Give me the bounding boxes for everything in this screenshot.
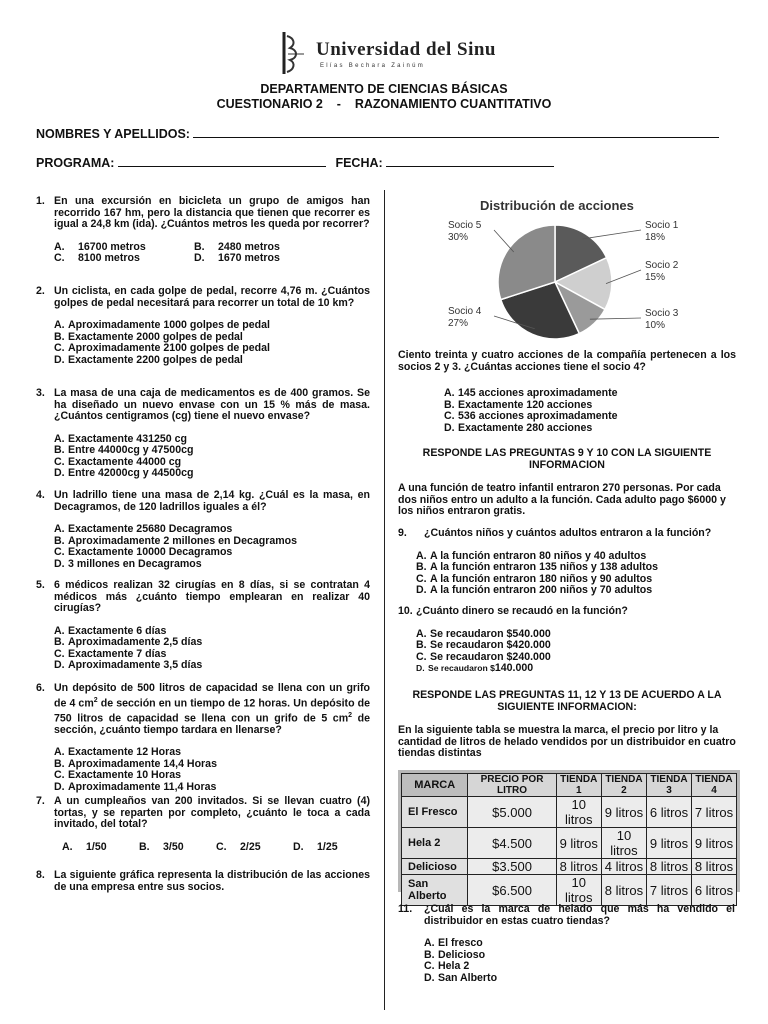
option-text: Se recaudaron $420.000 (430, 639, 551, 651)
option-letter: C. (54, 769, 65, 782)
question-10: 10. ¿Cuánto dinero se recaudó en la función? A. Se recaudaron $540.000 B. Se recaudaron $420.000 C. Se recaudaron $240.000 D. Se recaudaron $ 140.000 (398, 606, 735, 675)
option-text: Exactamente 7 días (68, 647, 167, 660)
q11-option-c[interactable] (424, 961, 735, 973)
q3-option-b[interactable] (54, 445, 370, 457)
option-letter: C. (54, 455, 65, 468)
q8_cont-option-d[interactable] (444, 423, 734, 435)
q6-option-c[interactable] (54, 770, 370, 782)
option-letter: A. (62, 840, 73, 853)
pie-leader-line (494, 230, 514, 252)
program-label: PROGRAMA: (36, 156, 115, 170)
question-8-options (444, 388, 734, 434)
option-text: Exactamente 6 días (68, 624, 167, 637)
block-9-10-heading: RESPONDE LAS PREGUNTAS 9 Y 10 CON LA SIGUIENTE INFORMACION (422, 447, 712, 471)
option-letter: C. (54, 647, 65, 660)
q9-option-b[interactable] (416, 562, 735, 574)
q7-option-d[interactable] (293, 842, 370, 854)
option-text: A la función entraron 80 niños y 40 adultos (430, 549, 647, 562)
pie-value-label: 15% (645, 272, 666, 283)
option-letter: C. (54, 342, 65, 354)
table-body (402, 797, 737, 906)
table-cell: 4 litros (601, 859, 646, 875)
table-row (402, 875, 737, 906)
q4-option-d[interactable] (54, 559, 370, 571)
q2-option-c[interactable] (54, 343, 370, 355)
university-name: Universidad del Sinu (316, 39, 496, 60)
q8_cont-option-a[interactable] (444, 388, 734, 400)
option-text: 1/25 (317, 840, 338, 853)
option-text: Se recaudaron $540.000 (430, 627, 551, 640)
option-text: Aproximadamente 2100 golpes de pedal (68, 342, 270, 354)
option-text: 145 acciones aproximadamente (458, 387, 618, 399)
option-text: Aproximadamente 3,5 días (68, 659, 203, 671)
table-cell: 8 litros (647, 859, 692, 875)
option-letter: D. (54, 467, 65, 479)
q7-option-c[interactable] (216, 842, 293, 854)
question-4: 4. Un ladrillo tiene una masa de 2,14 kg. ¿Cuál es la masa, en Decagramos, de 120 ladrillos iguales a él? A. Exactamente 25680 Decagramos B. Aproximadamente 2 millones en Decagramos C. Exactamente 10000 Decagramos D. 3 millones en Decagramos (36, 489, 370, 570)
q8_cont-option-c[interactable] (444, 411, 734, 423)
option-letter: D. (194, 252, 205, 264)
option-text: Entre 42000cg y 44500cg (68, 467, 194, 479)
question-8: 8. La siguiente gráfica representa la distribución de las acciones de una empresa entre sus socios. (36, 869, 370, 893)
option-text: Hela 2 (438, 960, 470, 972)
table-cell: $4.500 (468, 828, 556, 859)
option-letter: A. (54, 432, 65, 445)
option-letter: A. (54, 624, 65, 637)
question-6: 6. Un depósito de 500 litros de capacidad se llena con un grifo de 4 $cm^2$ de sección en un tiempo de 12 horas. Un depósito de 750 litros de capacidad se llena con un grifo de 5 $cm^2$ de sección, ¿cuánto tiempo tardara en llenarse? A. Exactamente 12 Horas B. Aproximadamente 14,4 Horas C. Exactamente 10 Horas D. Aproximadamente 11,4 Horas (36, 682, 370, 793)
option-text: Exactamente 431250 cg (68, 432, 187, 445)
table-row (402, 859, 737, 875)
q5-option-b[interactable] (54, 637, 370, 649)
q11-option-a[interactable] (424, 938, 735, 950)
table-cell: 7 litros (647, 875, 692, 906)
table-cell: 10 litros (556, 797, 601, 828)
option-text: 8100 metros (78, 252, 140, 264)
option-letter: A. (54, 319, 65, 331)
question-3-options (36, 434, 370, 480)
table-cell: 9 litros (601, 797, 646, 828)
option-text: 1670 metros (218, 252, 280, 264)
date-label: FECHA: (335, 156, 383, 170)
option-letter: C. (416, 650, 427, 663)
table-row (402, 828, 737, 859)
option-letter: B. (139, 840, 150, 853)
option-letter: A. (416, 627, 427, 640)
option-letter: D. (424, 971, 435, 984)
option-letter: C. (416, 572, 427, 585)
option-letter: D. (54, 353, 65, 366)
pie-chart (440, 192, 740, 342)
column-divider (384, 190, 385, 1010)
question-6-options (36, 747, 370, 793)
option-letter: A. (54, 523, 65, 535)
table-cell: 10 litros (601, 828, 646, 859)
option-letter: D. (444, 421, 455, 434)
brand-name-cell: Hela 2 (402, 828, 468, 859)
option-letter: B. (416, 561, 427, 573)
option-letter: B. (54, 444, 65, 456)
option-text: Aproximadamente 11,4 Horas (68, 780, 217, 793)
question-11-options (398, 938, 735, 984)
table-cell: 8 litros (692, 859, 737, 875)
table-cell: $5.000 (468, 797, 556, 828)
block-11-13-heading: RESPONDE LAS PREGUNTAS 11, 12 Y 13 DE ACUERDO A LA SIGUIENTE INFORMACION: (412, 689, 722, 713)
table-cell: 10 litros (556, 875, 601, 906)
table-header-cell: TIENDA 4 (692, 774, 737, 797)
table-row (402, 797, 737, 828)
option-letter: B. (444, 398, 455, 411)
table-cell: 6 litros (647, 797, 692, 828)
option-letter: B. (416, 639, 427, 651)
pie-value-label: 27% (448, 318, 469, 329)
option-text: A la función entraron 135 niños y 138 adultos (430, 561, 659, 573)
question-3: 3. La masa de una caja de medicamentos es de 400 gramos. Se ha diseñado un nuevo envase con un 15 % más de masa. ¿Cuántos centigramos (cg) tiene el nuevo envase? A. Exactamente 431250 cg B. Entre 44000cg y 47500cg C. Exactamente 44000 cg D. Entre 42000cg y 44500cg (36, 387, 370, 479)
question-5-options (36, 626, 370, 672)
table-cell: 9 litros (647, 828, 692, 859)
option-letter: B. (194, 240, 205, 253)
option-text: San Alberto (438, 971, 498, 984)
option-text: 2/25 (240, 840, 261, 853)
option-letter: B. (54, 757, 65, 770)
brand-name-cell: San Alberto (402, 875, 468, 906)
option-letter: A. (424, 937, 435, 949)
q6-option-a[interactable] (54, 747, 370, 759)
pie-leader-line (582, 230, 641, 239)
option-letter: A. (54, 746, 65, 759)
option-text: Aproximadamente 1000 golpes de pedal (68, 319, 270, 331)
option-text: Exactamente 2000 golpes de pedal (68, 330, 243, 343)
table-cell: 7 litros (692, 797, 737, 828)
q6-option-d[interactable] (54, 782, 370, 794)
option-letter: B. (424, 948, 435, 961)
date-input-line[interactable] (386, 155, 554, 167)
option-letter: A. (444, 387, 455, 399)
option-text: Exactamente 25680 Decagramos (68, 523, 233, 535)
block-9-10-info: A una función de teatro infantil entraron 270 personas. Por cada dos niños entro un adulto a la función. Cada adulto pago $6000 y los niños entraron gratis. (398, 482, 726, 517)
option-letter: B. (54, 330, 65, 343)
option-text: Exactamente 44000 cg (68, 455, 182, 468)
pie-label: Socio 4 (448, 306, 482, 317)
option-text: Se recaudaron $240.000 (430, 650, 551, 663)
question-11: 11. ¿Cuál es la marca de helado que más ha vendido el distribuidor en estas cuatro tiendas? A. El fresco B. Delicioso C. Hela 2 D. San Alberto (398, 903, 735, 984)
option-text: 3/50 (163, 840, 184, 853)
table-header-cell: TIENDA 1 (556, 774, 601, 797)
q2-option-d[interactable] (54, 355, 370, 367)
q5-option-d[interactable] (54, 660, 370, 672)
brand-name-cell: Delicioso (402, 859, 468, 875)
option-text: El fresco (438, 937, 483, 949)
question-7-options (36, 842, 370, 854)
chart-title: Distribución de acciones (480, 198, 634, 213)
option-letter: C. (54, 252, 65, 264)
q4-option-c[interactable] (54, 547, 370, 559)
pie-label: Socio 2 (645, 260, 679, 271)
option-text: Delicioso (438, 948, 486, 961)
option-letter: B. (54, 534, 65, 547)
option-text: 3 millones en Decagramos (68, 557, 202, 570)
option-letter: C. (424, 960, 435, 972)
table-header-cell: MARCA (402, 774, 468, 797)
table-cell: $3.500 (468, 859, 556, 875)
option-text: 2480 metros (218, 240, 280, 253)
question-9-options (398, 551, 735, 597)
university-logo (276, 30, 496, 76)
q7-option-b[interactable] (139, 842, 216, 854)
table-cell: 9 litros (692, 828, 737, 859)
block-11-13-info: En la siguiente tabla se muestra la marca, el precio por litro y la cantidad de litros de helado vendidos por un distribuidor en cuatro tiendas distintas (398, 724, 736, 759)
table-cell: 6 litros (692, 875, 737, 906)
q10-option-c[interactable] (416, 652, 735, 664)
ice-cream-table (398, 770, 740, 905)
option-letter: A. (54, 240, 65, 253)
q9-option-d[interactable] (416, 585, 735, 597)
q1-option-c[interactable] (54, 253, 194, 265)
option-letter: C. (54, 546, 65, 558)
pie-value-label: 18% (645, 232, 666, 243)
option-text: Exactamente 120 acciones (458, 398, 593, 411)
option-letter: B. (54, 636, 65, 648)
questionnaire-title: CUESTIONARIO 2 - RAZONAMIENTO CUANTITATIVO (216, 97, 552, 111)
question-5: 5. 6 médicos realizan 32 cirugías en 8 días, si se contratan 4 médicos más ¿cuánto tiempo emplearan en realizar 40 cirugías? A. Exactamente 6 días B. Aproximadamente 2,5 días C. Exactamente 7 días D. Aproximadamente 3,5 días (36, 579, 370, 671)
option-text: 16700 metros (78, 240, 146, 253)
q3-option-d[interactable] (54, 468, 370, 480)
option-text: A la función entraron 180 niños y 90 adultos (430, 572, 653, 585)
question-8-continuation: Ciento treinta y cuatro acciones de la compañía pertenecen a los socios 2 y 3. ¿Cuántas acciones tiene el socio 4? (398, 349, 736, 373)
question-2-options (36, 320, 370, 366)
program-field[interactable] (36, 155, 554, 170)
option-text: Aproximadamente 2 millones en Decagramos (68, 534, 298, 547)
question-10-options (398, 629, 735, 664)
q4-option-a[interactable] (54, 524, 370, 536)
program-input-line[interactable] (118, 155, 326, 167)
table-header-cell: TIENDA 3 (647, 774, 692, 797)
option-letter: D. (54, 557, 65, 570)
option-letter: D. (54, 780, 65, 793)
table-header-cell: TIENDA 2 (601, 774, 646, 797)
pie-value-label: 10% (645, 320, 666, 331)
q2-option-a[interactable] (54, 320, 370, 332)
table-header-row (402, 774, 737, 797)
names-field[interactable] (36, 126, 719, 141)
question-1: 1. En una excursión en bicicleta un grupo de amigos han recorrido 167 hm, pero la distancia que tienen que recorrer es igual a 24,8 km (ida). ¿Cuántos metros les queda por recorrer? A. 16700 metros B. 2480 metros C. 8100 metros D. 1670 metros (36, 195, 370, 264)
option-letter: D. (54, 659, 65, 671)
option-letter: D. (416, 584, 427, 596)
torch-icon (276, 30, 316, 76)
brand-name-cell: El Fresco (402, 797, 468, 828)
option-text: Exactamente 10 Horas (68, 769, 182, 782)
option-text: Exactamente 10000 Decagramos (68, 546, 233, 558)
pie-value-label: 30% (448, 232, 469, 243)
option-text: Entre 44000cg y 47500cg (68, 444, 194, 456)
table-cell: 8 litros (556, 859, 601, 875)
pie-label: Socio 5 (448, 220, 482, 231)
question-9: 9. ¿Cuántos niños y cuántos adultos entraron a la función? A. A la función entraron 80 niños y 40 adultos B. A la función entraron 135 niños y 138 adultos C. A la función entraron 180 niños y 90 adultos D. A la función entraron 200 niños y 70 adultos (398, 528, 735, 597)
option-letter: C. (444, 410, 455, 422)
option-text: 1/50 (86, 840, 107, 853)
option-letter: A. (416, 549, 427, 562)
pie-label: Socio 3 (645, 308, 679, 319)
option-text: A la función entraron 200 niños y 70 adultos (430, 584, 653, 596)
question-7: 7. A un cumpleaños van 200 invitados. Si se llevan cuatro (4) tortas, y se reparten por completo, ¿cuánto le toca a cada invitado, del total? A. 1/50 B. 3/50 C. 2/25 D. 1/25 (36, 795, 370, 853)
question-10-option-d[interactable]: D. Se recaudaron $ 140.000 (416, 662, 534, 674)
option-text: 536 acciones aproximadamente (458, 410, 618, 422)
table-cell: 9 litros (556, 828, 601, 859)
question-4-options (36, 524, 370, 570)
table-cell: 8 litros (601, 875, 646, 906)
option-letter: C. (216, 840, 227, 853)
table-header-cell: PRECIO POR LITRO (468, 774, 556, 797)
q11-option-d[interactable] (424, 973, 735, 985)
names-input-line[interactable] (193, 126, 719, 138)
option-text: Exactamente 2200 golpes de pedal (68, 353, 243, 366)
option-text: Exactamente 12 Horas (68, 746, 182, 759)
question-2: 2. Un ciclista, en cada golpe de pedal, recorre 4,76 m. ¿Cuántos golpes de pedal necesitará para recorrer un total de 10 km? A. Aproximadamente 1000 golpes de pedal B. Exactamente 2000 golpes de pedal C. Aproximadamente 2100 golpes de pedal D. Exactamente 2200 golpes de pedal (36, 285, 370, 366)
question-1-options (54, 242, 370, 265)
department-title: DEPARTAMENTO DE CIENCIAS BÁSICAS (260, 82, 508, 96)
option-text: Aproximadamente 2,5 días (68, 636, 203, 648)
names-label: NOMBRES Y APELLIDOS: (36, 127, 190, 141)
q1-option-d[interactable] (194, 253, 334, 265)
table-cell: $6.500 (468, 875, 556, 906)
option-text: Exactamente 280 acciones (458, 421, 593, 434)
q7-option-a[interactable] (62, 842, 139, 854)
q11-option-b[interactable] (424, 950, 735, 962)
q10-option-b[interactable] (416, 640, 735, 652)
pie-label: Socio 1 (645, 220, 679, 231)
university-subtitle: Elías Bechara Zainúm (320, 63, 426, 69)
option-text: Aproximadamente 14,4 Horas (68, 757, 217, 770)
option-letter: D. (293, 840, 304, 853)
